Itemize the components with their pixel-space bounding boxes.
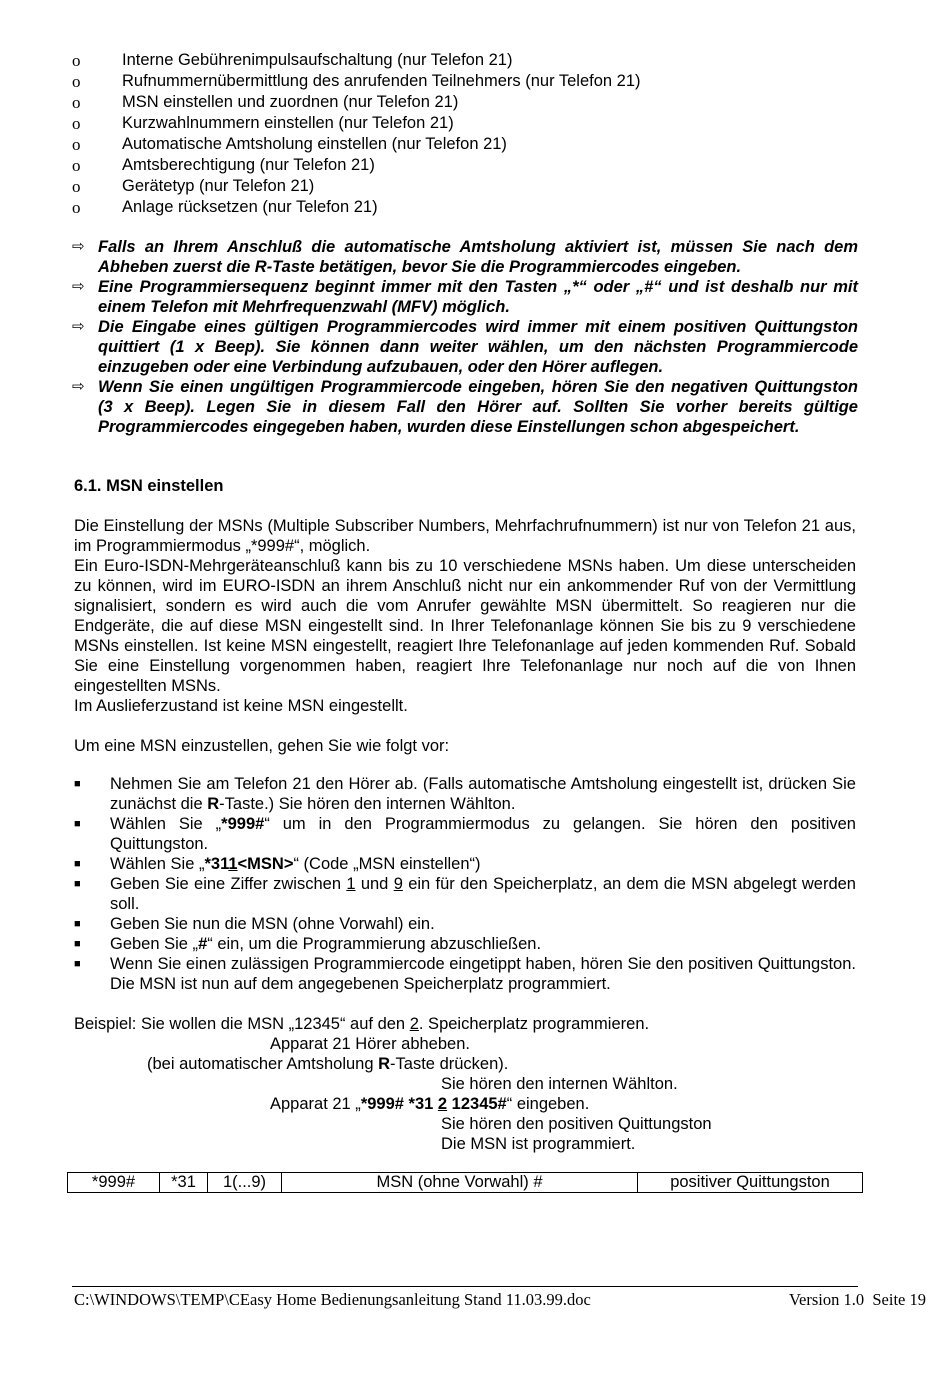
- arrow-right-icon: ⇨: [72, 378, 85, 395]
- list-item: o Interne Gebührenimpulsaufschaltung (nur Telefon 21): [72, 51, 513, 70]
- list-bullet: o: [72, 135, 81, 154]
- list-item: ■ Wenn Sie einen zulässigen Programmiercode eingetippt haben, hören Sie den positiven Quittungston. Die MSN ist nun auf dem angegebenen Speicherplatz programmiert.: [74, 955, 856, 993]
- table-cell: *31: [160, 1173, 208, 1192]
- square-bullet-icon: ■: [74, 958, 81, 970]
- example-line: Die MSN ist programmiert.: [441, 1135, 636, 1153]
- table-cell: MSN (ohne Vorwahl) #: [282, 1173, 638, 1192]
- example-line: Apparat 21 Hörer abheben.: [270, 1035, 470, 1053]
- example-line: Sie hören den internen Wählton.: [441, 1075, 678, 1093]
- list-bullet: o: [72, 51, 81, 70]
- list-item: o Kurzwahlnummern einstellen (nur Telefon 21): [72, 114, 454, 133]
- paragraph-msn-setting: Die Einstellung der MSNs (Multiple Subscriber Numbers, Mehrfachrufnummern) ist nur von Telefon 21 aus, im Programmiermodus „*999#“, möglich.: [74, 517, 856, 555]
- list-bullet: o: [72, 198, 81, 217]
- page-footer: [74, 1290, 926, 1310]
- list-item: ■ Geben Sie eine Ziffer zwischen 1 und 9 ein für den Speicherplatz, an dem die MSN abgelegt werden soll.: [74, 875, 856, 913]
- list-item: ■ Wählen Sie „*311<MSN>“ (Code „MSN einstellen“): [74, 855, 481, 873]
- note-item: ⇨ Eine Programmiersequenz beginnt immer mit den Tasten „*“ oder „#“ und ist deshalb nur mit einem Telefon mit Mehrfrequenzwahl (MFV) möglich.: [72, 278, 858, 316]
- list-item: ■ Geben Sie nun die MSN (ohne Vorwahl) ein.: [74, 915, 435, 933]
- list-item: o Gerätetyp (nur Telefon 21): [72, 177, 315, 196]
- example-line: Sie hören den positiven Quittungston: [441, 1115, 712, 1133]
- code-table: [67, 1172, 863, 1193]
- list-bullet: o: [72, 177, 81, 196]
- section-heading: 6.1. MSN einstellen: [74, 477, 224, 495]
- list-item: ■ Nehmen Sie am Telefon 21 den Hörer ab. (Falls automatische Amtsholung eingestellt ist, drücken Sie zunächst die R-Taste.) Sie hören den internen Wählton.: [74, 775, 856, 813]
- square-bullet-icon: ■: [74, 918, 81, 930]
- example-line: Beispiel: Sie wollen die MSN „12345“ auf den 2. Speicherplatz programmieren.: [74, 1015, 650, 1033]
- arrow-right-icon: ⇨: [72, 318, 85, 335]
- paragraph-msn-explanation: Ein Euro-ISDN-Mehrgeräteanschluß kann bis zu 10 verschiedene MSNs haben. Um diese unterscheiden zu können, wird im EURO-ISDN an ihrem Anschluß nicht nur ein ankommender Ruf von der Vermittlung signalisiert, sondern es wird auch die vom Anrufer gewählte MSN übermittelt. So reagieren nur die Endgeräte, die auf diese MSN eingestellt sind. In Ihrer Telefonanlage können Sie bis zu 9 verschiedene MSNs einstellen. Ist keine MSN eingestellt, reagiert Ihre Telefonanlage auf jeden kommenden Ruf. Sobald Sie eine Einstellung vorgenommen haben, reagiert Ihre Telefonanlage nur noch auf die von Ihnen eingestellten MSNs.: [74, 557, 856, 695]
- list-bullet: o: [72, 93, 81, 112]
- note-item: ⇨ Falls an Ihrem Anschluß die automatische Amtsholung aktiviert ist, müssen Sie nach dem Abheben zuerst die R-Taste betätigen, bevor Sie die Programmiercodes eingeben.: [72, 238, 858, 276]
- footer-version-page: Version 1.0 Seite 19: [788, 1290, 926, 1309]
- paragraph-steps-intro: Um eine MSN einzustellen, gehen Sie wie folgt vor:: [74, 737, 450, 755]
- note-item: ⇨ Wenn Sie einen ungültigen Programmiercode eingeben, hören Sie den negativen Quittungston (3 x Beep). Legen Sie in diesem Fall den Hörer auf. Sollten Sie vorher bereits gültige Programmiercodes eingegeben haben, wurden diese Einstellungen schon abgespeichert.: [72, 378, 858, 436]
- square-bullet-icon: ■: [74, 858, 81, 870]
- list-item: o Amtsberechtigung (nur Telefon 21): [72, 156, 375, 175]
- note-item: ⇨ Die Eingabe eines gültigen Programmiercodes wird immer mit einem positiven Quittungston quittiert (1 x Beep). Sie können dann weiter wählen, um den nächsten Programmiercode einzugeben oder eine Verbindung aufzubauen, oder den Hörer auflegen.: [72, 318, 858, 376]
- feature-list: [72, 50, 872, 218]
- list-bullet: o: [72, 156, 81, 175]
- list-item: o Anlage rücksetzen (nur Telefon 21): [72, 198, 378, 217]
- list-item: o Rufnummernübermittlung des anrufenden Teilnehmers (nur Telefon 21): [72, 72, 641, 91]
- square-bullet-icon: ■: [74, 818, 81, 830]
- arrow-right-icon: ⇨: [72, 278, 85, 295]
- notes-block: [72, 237, 858, 437]
- table-cell: positiver Quittungston: [670, 1173, 830, 1191]
- square-bullet-icon: ■: [74, 878, 81, 890]
- list-bullet: o: [72, 114, 81, 133]
- footer-file-path: C:\WINDOWS\TEMP\CEasy Home Bedienungsanleitung Stand 11.03.99.doc: [74, 1290, 591, 1309]
- square-bullet-icon: ■: [74, 778, 81, 790]
- list-item: o MSN einstellen und zuordnen (nur Telefon 21): [72, 93, 459, 112]
- table-cell: *999#: [68, 1173, 160, 1192]
- footer-divider: [72, 1286, 858, 1287]
- list-bullet: o: [72, 72, 81, 91]
- paragraph-default-state: Im Auslieferzustand ist keine MSN eingestellt.: [74, 697, 408, 715]
- list-item: ■ Geben Sie „#“ ein, um die Programmierung abzuschließen.: [74, 935, 542, 953]
- steps-list: [74, 774, 856, 994]
- square-bullet-icon: ■: [74, 938, 81, 950]
- arrow-right-icon: ⇨: [72, 238, 85, 255]
- example-line: Apparat 21 „*999# *31 2 12345#“ eingeben.: [270, 1095, 590, 1113]
- table-cell: 1(...9): [208, 1173, 282, 1192]
- example-line: (bei automatischer Amtsholung R-Taste drücken).: [147, 1055, 509, 1073]
- list-item: ■ Wählen Sie „*999#“ um in den Programmiermodus zu gelangen. Sie hören den positiven Quittungston.: [74, 815, 856, 853]
- list-item: o Automatische Amtsholung einstellen (nur Telefon 21): [72, 135, 507, 154]
